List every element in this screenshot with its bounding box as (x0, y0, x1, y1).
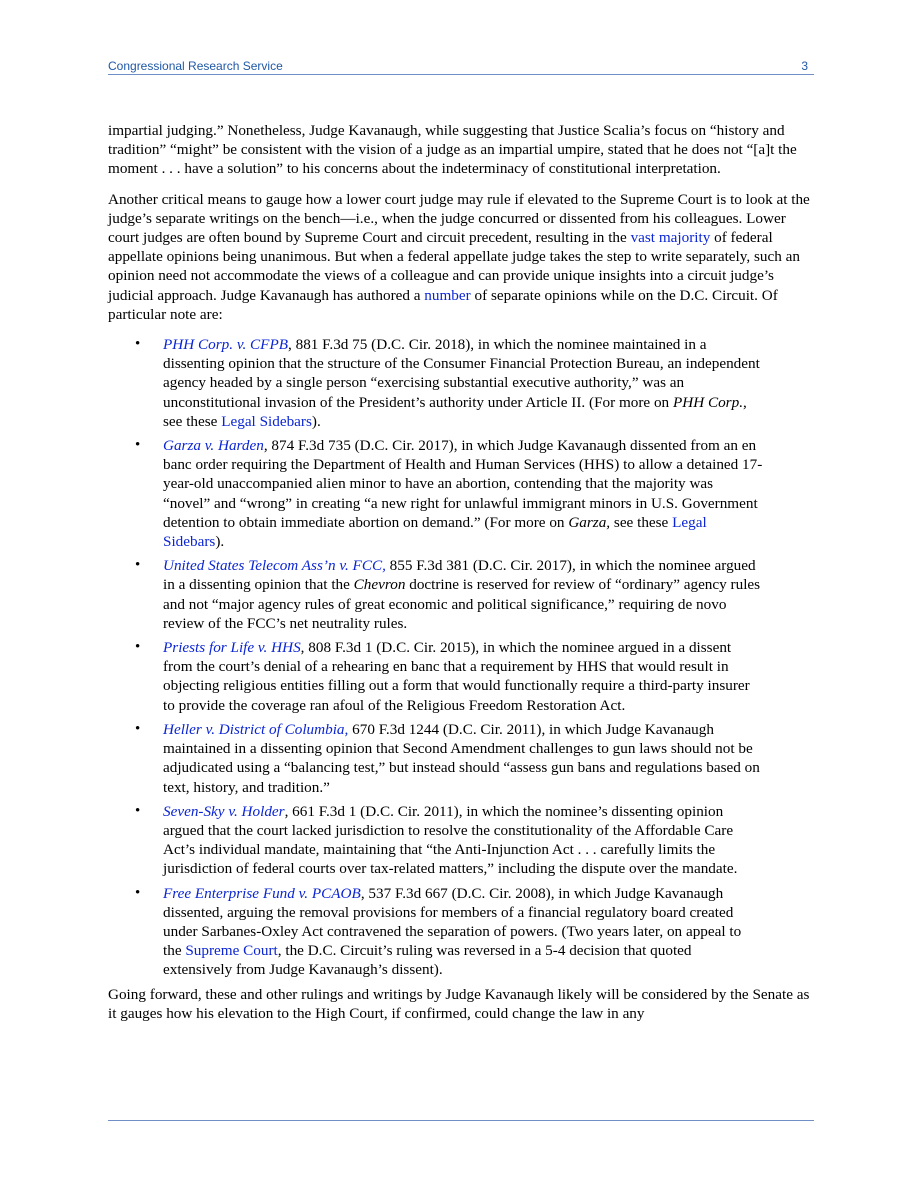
paragraph-2 (108, 190, 813, 324)
list-item (108, 720, 763, 797)
case-italic: PHH Corp. (672, 393, 743, 411)
bullet-glyph: • (135, 557, 141, 574)
header-org: Congressional Research Service (108, 59, 283, 73)
link-legal-sidebars[interactable]: Legal Sidebars (221, 412, 312, 430)
case-text: , see these (163, 393, 747, 430)
paragraph-2-text-b: of federal appellate opinions being unanimous. But when a federal appellate judge takes the step to write separately, such an opinion need not accommodate the views of a colleague and can provide unique insights into a circuit judge’s judicial approach. Judge Kavanaugh has authored a (108, 229, 800, 304)
document-body (108, 121, 813, 1023)
bullet-glyph: • (135, 884, 141, 901)
case-italic: Garza, (568, 513, 611, 531)
case-text: 670 F.3d 1244 (D.C. Cir. 2011), in which Judge Kavanaugh maintained in a dissenting opinion that Second Amendment challenges to gun laws should not be adjudicated using a “balancing test,” but instead should “assess gun bans and regulations based on text, history, and tradition.” (163, 720, 760, 796)
case-text: see these (610, 513, 673, 531)
paragraph-2-text-c: of separate opinions while on the D.C. Circuit. Of particular note are: (108, 286, 778, 323)
case-link[interactable]: Priests for Life v. HHS (163, 639, 301, 657)
page-number: 3 (801, 59, 808, 73)
case-text: ). (215, 533, 225, 551)
case-link[interactable]: Seven-Sky v. Holder (163, 802, 285, 820)
bullet-glyph: • (135, 802, 141, 819)
link-supreme-court[interactable]: Supreme Court (185, 942, 278, 960)
bullet-glyph: • (135, 336, 141, 353)
footer-rule (108, 1120, 814, 1121)
link-number[interactable]: number (424, 286, 471, 304)
case-link[interactable]: United States Telecom Ass’n v. FCC, (163, 557, 386, 575)
case-link[interactable]: PHH Corp. v. CFPB (163, 336, 288, 354)
bullet-glyph: • (135, 437, 141, 454)
list-item (108, 556, 763, 633)
case-text: , 808 F.3d 1 (D.C. Cir. 2015), in which the nominee argued in a dissent from the court’s denial of a rehearing en banc that a requirement by HHS that would result in objecting religious entities filling out a form that would functionally require a third-party insurer to provide the coverage ran afoul of the Religious Freedom Restoration Act. (163, 639, 750, 714)
header-rule (108, 74, 814, 75)
case-text: , the D.C. Circuit’s ruling was reversed in a 5-4 decision that quoted extensively from Judge Kavanaugh’s dissent). (163, 942, 692, 979)
case-text: doctrine is reserved for review of “ordinary” agency rules and not “major agency rules of great economic and political significance,” requiring de novo review of the FCC’s net neutrality rules. (163, 576, 761, 632)
list-item (108, 335, 763, 431)
link-vast-majority[interactable]: vast majority (630, 229, 711, 247)
case-text: , 537 F.3d 667 (D.C. Cir. 2008), in which Judge Kavanaugh dissented, arguing the removal provisions for members of a financial regulatory board created under Sarbanes-Oxley Act contravened the separation of powers. (Two years later, on appeal to the (163, 884, 742, 960)
list-item (108, 884, 763, 980)
link-legal-sidebars[interactable]: Legal Sidebars (163, 513, 707, 551)
case-link[interactable]: Garza v. Harden (163, 437, 264, 455)
paragraph-1: impartial judging.” Nonetheless, Judge Kavanaugh, while suggesting that Justice Scalia’s focus on “history and tradition” “might” be consistent with the vision of a judge as an impartial umpire, stated that he does not “[a]t the moment . . . have a solution” to his concerns about the indeterminacy of constitutional interpretation. (108, 122, 797, 178)
case-italic: Chevron (353, 576, 406, 594)
case-text: , 881 F.3d 75 (D.C. Cir. 2018), in which the nominee maintained in a dissenting opinion that the structure of the Consumer Financial Protection Bureau, an independent agency headed by a single person “exercising substantial executive authority,” was an unconstitutional invasion of the President’s authority under Article II. (For more on (163, 336, 760, 411)
case-text: , 874 F.3d 735 (D.C. Cir. 2017), in which Judge Kavanaugh dissented from an en banc order requiring the Department of Health and Human Services (HHS) to allow a detained 17-year-old unaccompanied alien minor to have an abortion, contending that the majority was “novel” and “wrong” in creating “a new right for unlawful immigrant minors in U.S. Government detention to obtain immediate abortion on demand.” (For more on (163, 437, 763, 531)
case-list (108, 335, 813, 980)
case-link[interactable]: Heller v. District of Columbia, (163, 720, 349, 738)
case-link[interactable]: Free Enterprise Fund v. PCAOB (163, 884, 361, 902)
case-text: 855 F.3d 381 (D.C. Cir. 2017), in which the nominee argued in a dissenting opinion that the (163, 557, 756, 594)
case-text: ). (311, 412, 321, 430)
list-item (108, 638, 763, 715)
paragraph-3: Going forward, these and other rulings and writings by Judge Kavanaugh likely will be considered by the Senate as it gauges how his elevation to the High Court, if confirmed, could change the law in any (108, 985, 810, 1022)
list-item (108, 802, 763, 879)
bullet-glyph: • (135, 720, 141, 737)
bullet-glyph: • (135, 639, 141, 656)
list-item (108, 436, 763, 551)
case-text: , 661 F.3d 1 (D.C. Cir. 2011), in which the nominee’s dissenting opinion argued that the court lacked jurisdiction to resolve the constitutionality of the Affordable Care Act’s individual mandate, maintaining that “the Anti-Injunction Act . . . carefully limits the jurisdiction of federal courts over tax-related matters,” including the dispute over the mandate. (163, 802, 738, 878)
paragraph-2-text-a: Another critical means to gauge how a lower court judge may rule if elevated to the Supreme Court is to look at the judge’s separate writings on the bench—i.e., when the judge concurred or dissented from his colleagues. Lower court judges are often bound by Supreme Court and circuit precedent, resulting in the (108, 190, 810, 247)
